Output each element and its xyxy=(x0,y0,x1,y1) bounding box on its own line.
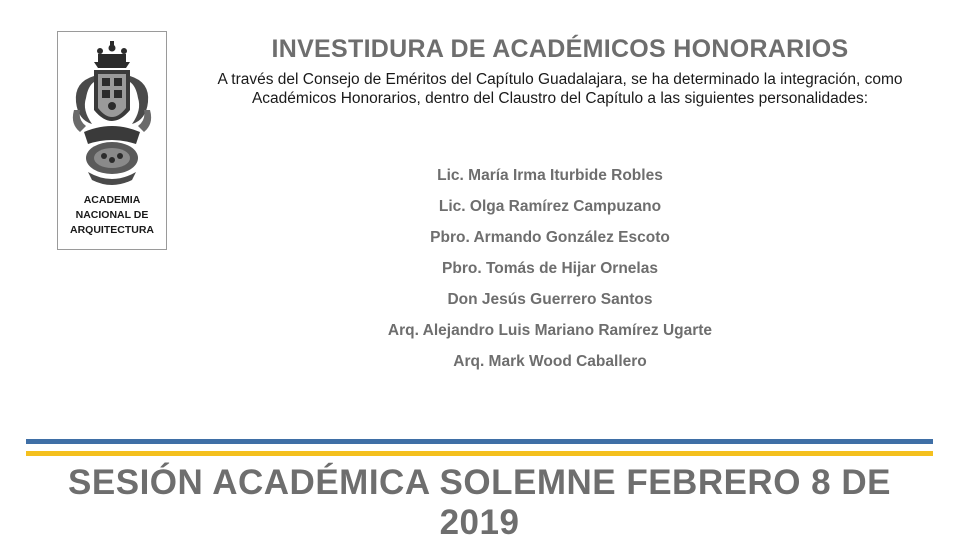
honoree-name: Pbro. Armando González Escoto xyxy=(430,229,670,246)
divider-yellow xyxy=(26,451,933,456)
honoree-name: Arq. Alejandro Luis Mariano Ramírez Ugarte xyxy=(387,322,713,339)
honoree-name: Lic. Olga Ramírez Campuzano xyxy=(438,198,662,215)
session-footer: SESIÓN ACADÉMICA SOLEMNE FEBRERO 8 DE 2019 xyxy=(68,463,891,542)
honoree-name: Pbro. Tomás de Hijar Ornelas xyxy=(442,260,658,277)
honoree-name: Lic. María Irma Iturbide Robles xyxy=(437,167,663,184)
divider-blue xyxy=(26,439,933,444)
page-title: INVESTIDURA DE ACADÉMICOS HONORARIOS xyxy=(271,35,849,63)
academy-logo xyxy=(57,31,167,250)
honoree-name: Arq. Mark Wood Caballero xyxy=(453,353,647,370)
logo-line: ARQUITECTURA xyxy=(70,224,154,236)
coat-of-arms-icon xyxy=(64,40,160,190)
logo-caption xyxy=(58,193,166,238)
intro-paragraph: A través del Consejo de Eméritos del Capítulo Guadalajara, se ha determinado la integración, como Académicos Honorarios, dentro del Claustro del Capítulo a las siguientes personalidades: xyxy=(217,71,903,107)
honoree-name: Don Jesús Guerrero Santos xyxy=(447,291,653,308)
logo-line: ACADEMIA xyxy=(83,194,141,206)
honoree-list xyxy=(330,165,770,382)
logo-line: NACIONAL DE xyxy=(75,209,149,221)
